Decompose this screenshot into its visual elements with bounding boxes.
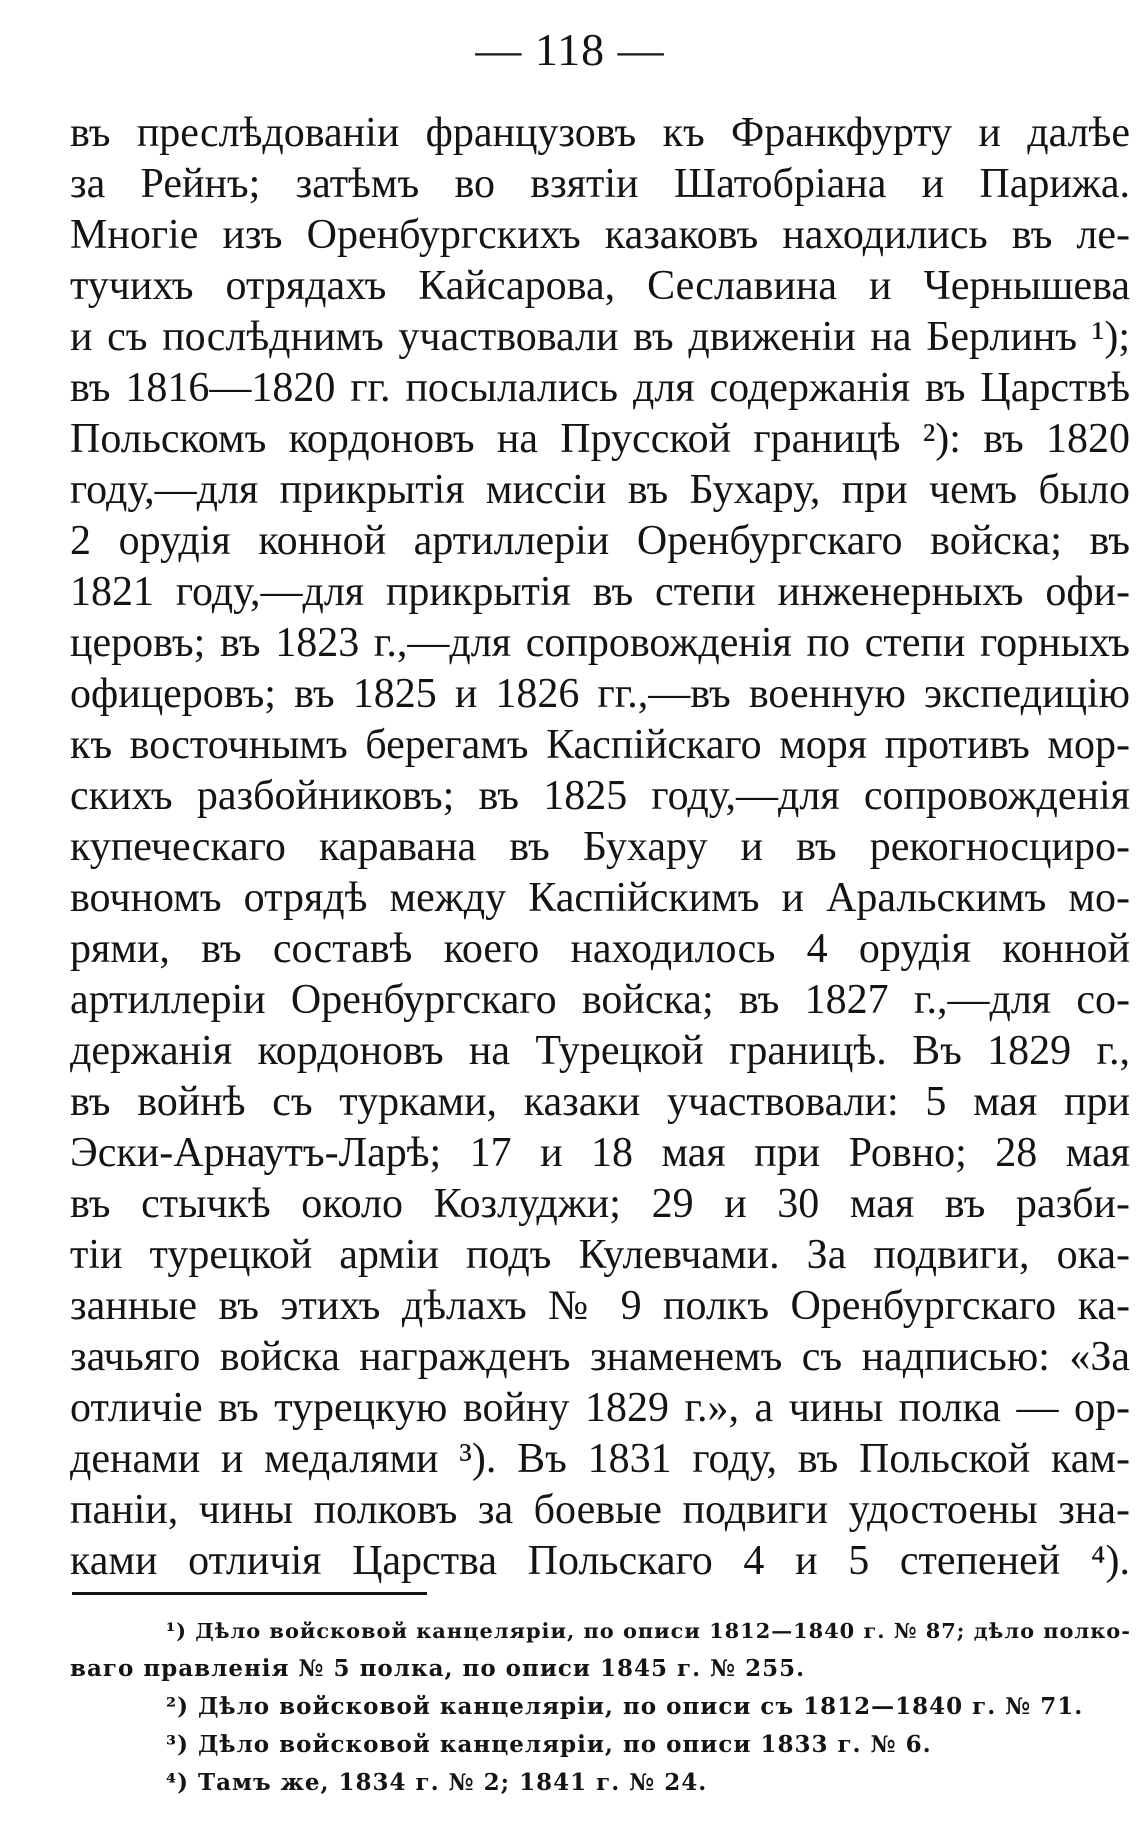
footnote-line: ³) Дѣло войсковой канцеляріи, по описи 1833 г. № 6. xyxy=(166,1731,932,1758)
body-line: и съ послѣднимъ участвовали въ движеніи на Берлинъ ¹); xyxy=(70,314,1130,360)
body-line: Польскомъ кордоновъ на Прусской границѣ ²): въ 1820 xyxy=(70,416,1130,462)
body-line: Многіе изъ Оренбургскихъ казаковъ находились въ ле- xyxy=(70,212,1130,258)
body-line: вочномъ отрядѣ между Каспійскимъ и Аральскимъ мо- xyxy=(70,875,1130,921)
body-line: къ восточнымъ берегамъ Каспійскаго моря противъ мор- xyxy=(70,722,1130,768)
footnote-line: ¹) Дѣло войсковой канцеляріи, по описи 1812—1840 г. № 87; дѣло полко- xyxy=(166,1618,1131,1643)
body-line: артиллеріи Оренбургскаго войска; въ 1827 г.,—для со- xyxy=(70,977,1130,1023)
body-line: 2 орудія конной артиллеріи Оренбургскаго войска; въ xyxy=(70,518,1130,564)
body-line: скихъ разбойниковъ; въ 1825 году,—для сопровожденія xyxy=(70,773,1130,819)
body-line: тіи турецкой арміи подъ Кулевчами. За подвиги, ока- xyxy=(70,1232,1130,1278)
footnote-divider xyxy=(72,1592,427,1595)
body-line: Эски-Арнаутъ-Ларѣ; 17 и 18 мая при Ровно; 28 мая xyxy=(70,1130,1130,1176)
body-line: денами и медалями ³). Въ 1831 году, въ Польской кам- xyxy=(70,1436,1130,1482)
body-line: году,—для прикрытія миссіи въ Бухару, при чемъ было xyxy=(70,467,1130,513)
body-line: ками отличія Царства Польскаго 4 и 5 степеней ⁴). xyxy=(70,1538,1130,1584)
body-line: тучихъ отрядахъ Кайсарова, Сеславина и Чернышева xyxy=(70,263,1130,309)
body-line: паніи, чины полковъ за боевые подвиги удостоены зна- xyxy=(70,1487,1130,1533)
body-line: въ войнѣ съ турками, казаки участвовали: 5 мая при xyxy=(70,1079,1130,1125)
body-line: въ 1816—1820 гг. посылались для содержанія въ Царствѣ xyxy=(70,365,1130,411)
body-line: рями, въ составѣ коего находилось 4 орудія конной xyxy=(70,926,1130,972)
footnotes xyxy=(70,1612,1130,1802)
footnote-line: ²) Дѣло войсковой канцеляріи, по описи съ 1812—1840 г. № 71. xyxy=(166,1693,1084,1720)
footnote-line: ⁴) Тамъ же, 1834 г. № 2; 1841 г. № 24. xyxy=(166,1769,708,1796)
body-line: офицеровъ; въ 1825 и 1826 гг.,—въ военную экспедицію xyxy=(70,671,1130,717)
body-text xyxy=(70,108,1130,1587)
body-line: за Рейнъ; затѣмъ во взятіи Шатобріана и Парижа. xyxy=(70,161,1130,207)
body-line: въ стычкѣ около Козлуджи; 29 и 30 мая въ разби- xyxy=(70,1181,1130,1227)
footnote-line: ваго правленія № 5 полка, по описи 1845 г. № 255. xyxy=(70,1655,806,1682)
body-line: въ преслѣдованіи французовъ къ Франкфурту и далѣе xyxy=(70,110,1130,156)
body-line: держанія кордоновъ на Турецкой границѣ. Въ 1829 г., xyxy=(70,1028,1130,1074)
body-line: церовъ; въ 1823 г.,—для сопровожденія по степи горныхъ xyxy=(70,620,1130,666)
body-line: купеческаго каравана въ Бухару и въ рекогносциро- xyxy=(70,824,1130,870)
page-number: — 118 — xyxy=(475,24,665,75)
body-line: 1821 году,—для прикрытія въ степи инженерныхъ офи- xyxy=(70,569,1130,615)
body-line: зачьяго войска награжденъ знаменемъ съ надписью: «За xyxy=(70,1334,1130,1380)
body-line: отличіе въ турецкую войну 1829 г.», а чины полка — ор- xyxy=(70,1385,1130,1431)
body-line: занные въ этихъ дѣлахъ № 9 полкъ Оренбургскаго ка- xyxy=(70,1283,1130,1329)
